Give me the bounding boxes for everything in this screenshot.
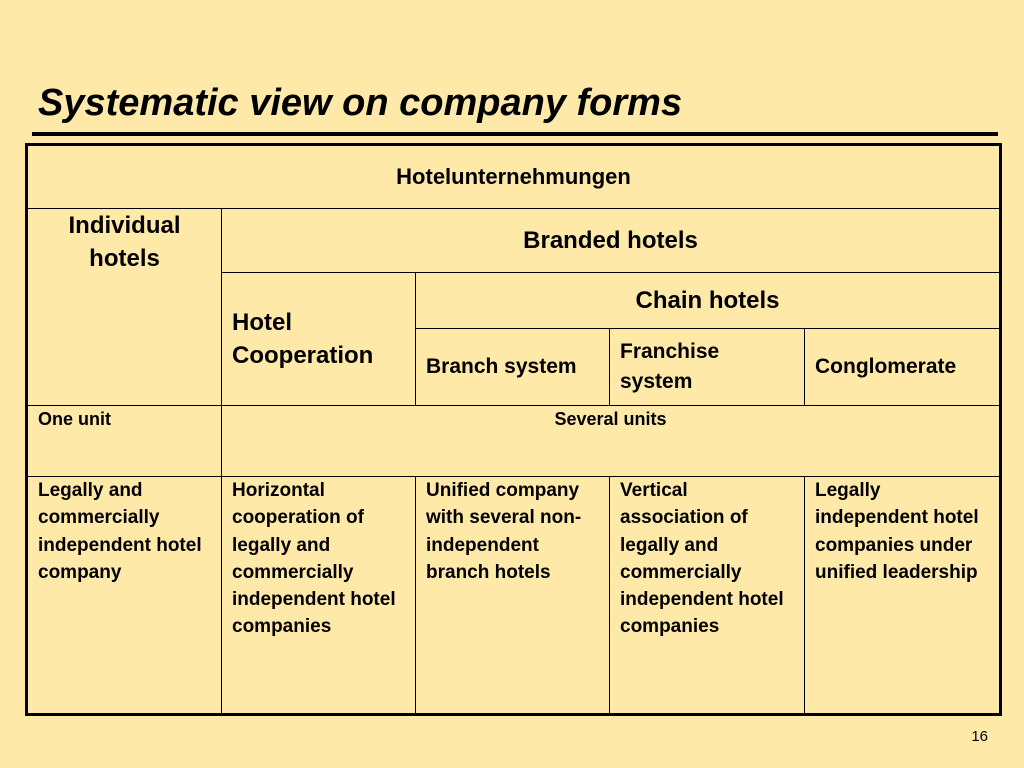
table-row	[27, 477, 1001, 715]
table-row	[27, 406, 1001, 477]
franchise-description-cell: Vertical association of legally and commercially independent hotel companies	[610, 477, 805, 715]
hotel-cooperation-cell: Hotel Cooperation	[222, 273, 416, 406]
page-number: 16	[971, 728, 988, 745]
branch-description-cell: Unified company with several non-independent branch hotels	[416, 477, 610, 715]
table-row	[27, 209, 1001, 273]
table-row	[27, 145, 1001, 209]
individual-description-cell: Legally and commercially independent hotel company	[27, 477, 222, 715]
cooperation-description-cell: Horizontal cooperation of legally and commercially independent hotel companies	[222, 477, 416, 715]
franchise-system-cell: Franchise system	[610, 329, 805, 406]
header-cell: Hotelunternehmungen	[27, 145, 1001, 209]
branded-hotels-cell: Branded hotels	[222, 209, 1001, 273]
chain-hotels-cell: Chain hotels	[416, 273, 1001, 329]
one-unit-cell: One unit	[27, 406, 222, 477]
conglomerate-cell: Conglomerate	[805, 329, 1001, 406]
company-forms-table	[25, 143, 1002, 716]
conglomerate-description-cell: Legally independent hotel companies under unified leadership	[805, 477, 1001, 715]
branch-system-cell: Branch system	[416, 329, 610, 406]
individual-hotels-cell: Individual hotels	[27, 209, 222, 406]
slide-title: Systematic view on company forms	[38, 82, 683, 124]
title-underline	[32, 132, 998, 136]
several-units-cell: Several units	[222, 406, 1001, 477]
